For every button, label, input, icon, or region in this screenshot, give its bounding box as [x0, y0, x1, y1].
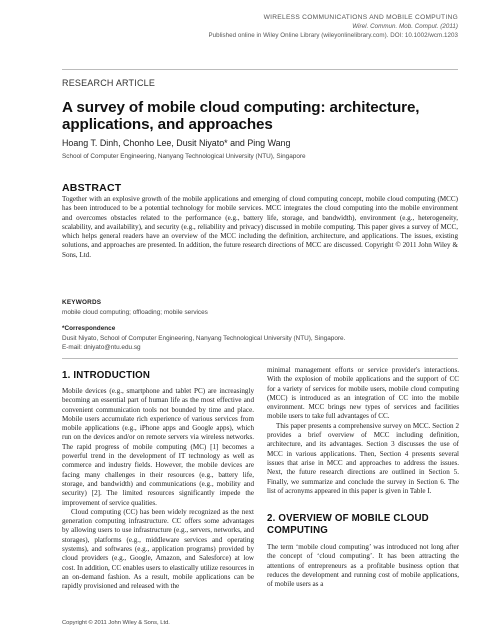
abstract-text: Together with an explosive growth of the mobile applications and emerging of cloud computing concept, mobile cloud computing (MCC) has been introduced to be a potential technology for mobile services. MCC integrates the cloud computing into the mobile environment and overcomes obstacles related to the performance (e.g., battery life, storage, and bandwidth), environment (e.g., heterogeneity, scalability, and availability), and security (e.g., reliability and privacy) discussed in mobile computing. This paper gives a survey of MCC, which helps general readers have an overview of the MCC including the definition, architecture, and applications. The issues, existing solutions, and approaches are presented. In addition, the future research directions of MCC are discussed. Copyright © 2011 John Wiley & Sons, Ltd.	[62, 195, 458, 259]
left-column	[62, 387, 254, 592]
intro-paragraph-3: minimal management efforts or service provider's interactions. With the explosion of mobile applications and the support of CC for a variety of services for mobile users, mobile cloud computing (MCC) is introduced as an integration of CC into the mobile environment. MCC brings new types of services and facilities mobile users to take full advantages of CC.	[267, 366, 459, 421]
correspondence-heading: *Correspondence	[62, 325, 116, 332]
keywords-text: mobile cloud computing; offloading; mobile services	[62, 309, 208, 316]
doi-line: Published online in Wiley Online Library (wileyonlinelibrary.com). DOI: 10.1002/wcm.1203	[208, 31, 458, 39]
section-2-column	[267, 543, 459, 589]
section-1-heading: 1. INTRODUCTION	[62, 370, 151, 381]
section-2-heading: 2. OVERVIEW OF MOBILE CLOUD COMPUTING	[267, 513, 429, 536]
author-list: Hoang T. Dinh, Chonho Lee, Dusit Niyato* and Ping Wang	[62, 138, 291, 148]
abstract-heading: ABSTRACT	[62, 182, 122, 194]
correspondence-block	[62, 334, 345, 353]
correspondence-address: Dusit Niyato, School of Computer Engineering, Nanyang Technological University (NTU), Singapore.	[62, 335, 346, 342]
intro-paragraph-4: This paper presents a comprehensive survey on MCC. Section 2 provides a brief overview of MCC including definition, architecture, and its advantages. Section 3 discusses the use of MCC in various applications. Then, Section 4 presents several issues that arise in MCC and approaches to address the issues. Next, the future research directions are outlined in Section 5. Finally, we summarize and conclude the survey in Section 6. The list of acronyms appeared in this paper is given in Table I.	[267, 421, 459, 495]
overview-paragraph-1: The term ‘mobile cloud computing’ was introduced not long after the concept of ‘cloud computing’. It has been attracting the attentions of entrepreneurs as a profitable business option that reduces the development and running cost of mobile applications, of mobile users as a	[267, 543, 459, 589]
header-divider	[62, 69, 458, 70]
journal-header	[209, 14, 459, 40]
keywords-heading: KEYWORDS	[62, 299, 102, 306]
journal-citation: Wirel. Commun. Mob. Comput. (2011)	[352, 22, 458, 30]
affiliation: School of Computer Engineering, Nanyang Technological University (NTU), Singapore	[62, 153, 306, 160]
correspondence-email: E-mail: dniyato@ntu.edu.sg	[62, 344, 141, 352]
front-matter-divider	[62, 358, 458, 359]
journal-name: WIRELESS COMMUNICATIONS AND MOBILE COMPUTING	[263, 14, 458, 21]
right-column	[267, 366, 459, 496]
article-type: RESEARCH ARTICLE	[62, 78, 156, 88]
intro-paragraph-2: Cloud computing (CC) has been widely recognized as the next generation computing infrastructure. CC offers some advantages by allowing users to use infrastructure (e.g., servers, networks, and storages), platforms (e.g., middleware services and operating systems), and softwares (e.g., application programs) provided by cloud providers (e.g., Google, Amazon, and Salesforce) at low cost. In addition, CC enables users to elastically utilize resources in an on-demand fashion. As a result, mobile applications can be rapidly provisioned and released with the	[62, 507, 254, 591]
paper-title: A survey of mobile cloud computing: architecture, applications, and approaches	[62, 99, 420, 134]
copyright-footer: Copyright © 2011 John Wiley & Sons, Ltd.	[62, 620, 170, 626]
intro-paragraph-1: Mobile devices (e.g., smartphone and tablet PC) are increasingly becoming an essential part of human life as the most effective and convenient communication tools not bounded by time and place. Mobile users accumulate rich experience of various services from mobile applications (e.g., iPhone apps and Google apps), which run on the devices and/or on remote servers via wireless networks. The rapid progress of mobile computing (MC) [1] becomes a powerful trend in the development of IT technology as well as commerce and industry fields. However, the mobile devices are facing many challenges in their resources (e.g., battery life, storage, and bandwidth) and communications (e.g., mobility and security) [2]. The limited resources significantly impede the improvement of service qualities.	[62, 387, 254, 507]
